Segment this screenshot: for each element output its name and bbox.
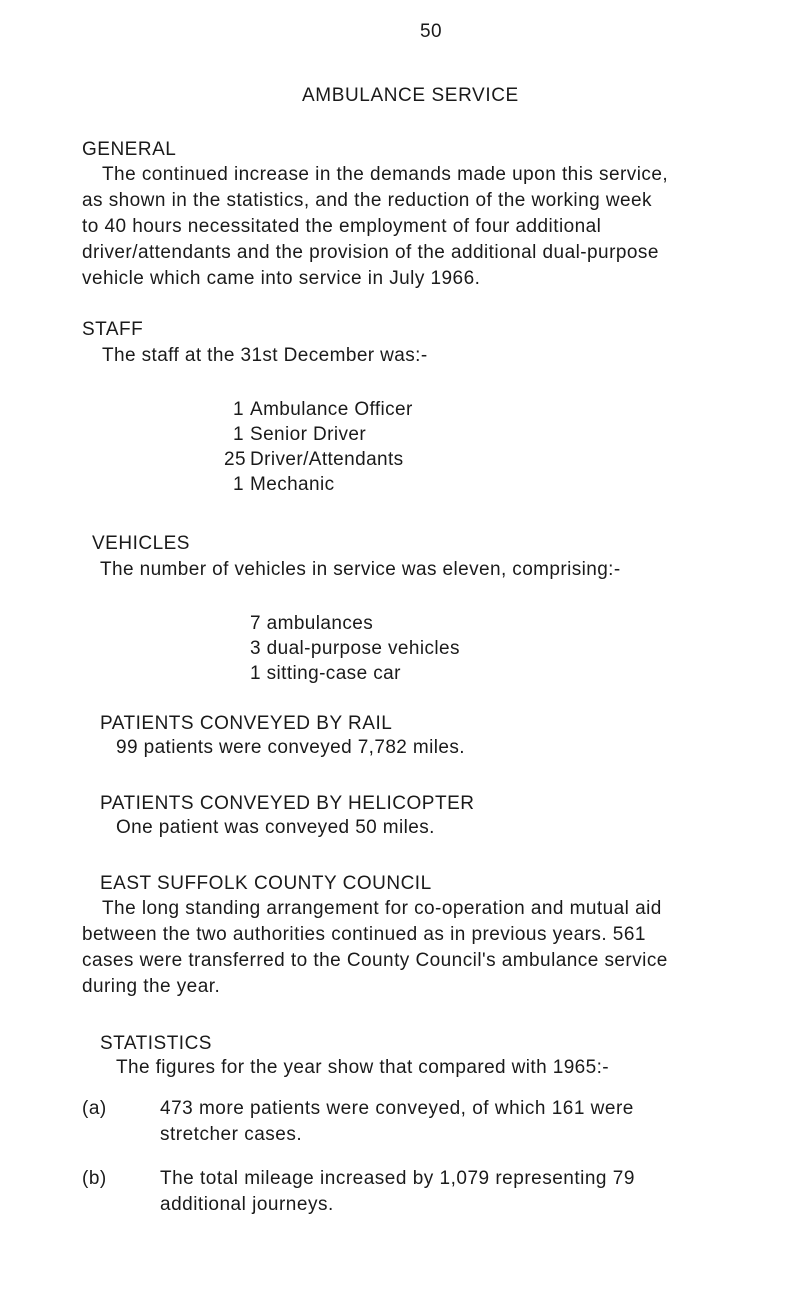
statistics-intro: The figures for the year show that compared with 1965:- xyxy=(116,1057,610,1078)
east-suffolk-line: between the two authorities continued as in previous years. 561 xyxy=(82,924,646,945)
helicopter-heading: PATIENTS CONVEYED BY HELICOPTER xyxy=(100,793,475,814)
east-suffolk-line: during the year. xyxy=(82,976,221,997)
staff-intro: The staff at the 31st December was:- xyxy=(102,345,428,366)
rail-heading: PATIENTS CONVEYED BY RAIL xyxy=(100,713,393,734)
page-title: AMBULANCE SERVICE xyxy=(302,85,519,106)
general-paragraph xyxy=(82,162,782,292)
list-item: 7 ambulances xyxy=(250,613,374,634)
east-suffolk-paragraph xyxy=(82,896,782,1000)
list-item: 1 sitting-case car xyxy=(250,663,401,684)
vehicles-heading: VEHICLES xyxy=(92,533,190,554)
staff-heading: STAFF xyxy=(82,319,144,340)
east-suffolk-heading: EAST SUFFOLK COUNTY COUNCIL xyxy=(100,873,432,894)
east-suffolk-line: The long standing arrangement for co-operation and mutual aid xyxy=(102,898,662,919)
helicopter-text: One patient was conveyed 50 miles. xyxy=(116,817,435,838)
list-item: 25 Driver/Attendants xyxy=(224,449,404,470)
item-text: 473 more patients were conveyed, of which 161 were stretcher cases. xyxy=(160,1098,634,1145)
vehicles-list xyxy=(250,611,460,686)
general-line: vehicle which came into service in July 1966. xyxy=(82,268,481,289)
statistics-heading: STATISTICS xyxy=(100,1033,212,1054)
statistics-item-b xyxy=(82,1166,792,1222)
vehicles-intro: The number of vehicles in service was eleven, comprising:- xyxy=(100,559,621,580)
list-item: 1 Mechanic xyxy=(233,474,335,495)
rail-text: 99 patients were conveyed 7,782 miles. xyxy=(116,737,465,758)
east-suffolk-line: cases were transferred to the County Council's ambulance service xyxy=(82,950,668,971)
general-heading: GENERAL xyxy=(82,139,177,160)
list-item: 3 dual-purpose vehicles xyxy=(250,638,460,659)
staff-list xyxy=(224,397,413,497)
general-line: to 40 hours necessitated the employment of four additional xyxy=(82,216,602,237)
item-marker: (a) xyxy=(82,1098,107,1119)
general-line: The continued increase in the demands made upon this service, xyxy=(102,164,669,185)
general-line: as shown in the statistics, and the reduction of the working week xyxy=(82,190,652,211)
page-number: 50 xyxy=(420,21,442,42)
list-item: 1 Ambulance Officer xyxy=(233,399,413,420)
list-item: 1 Senior Driver xyxy=(233,424,367,445)
item-marker: (b) xyxy=(82,1168,107,1189)
statistics-item-a xyxy=(82,1096,792,1152)
item-text: The total mileage increased by 1,079 representing 79 additional journeys. xyxy=(160,1168,635,1215)
general-line: driver/attendants and the provision of the additional dual-purpose xyxy=(82,242,659,263)
